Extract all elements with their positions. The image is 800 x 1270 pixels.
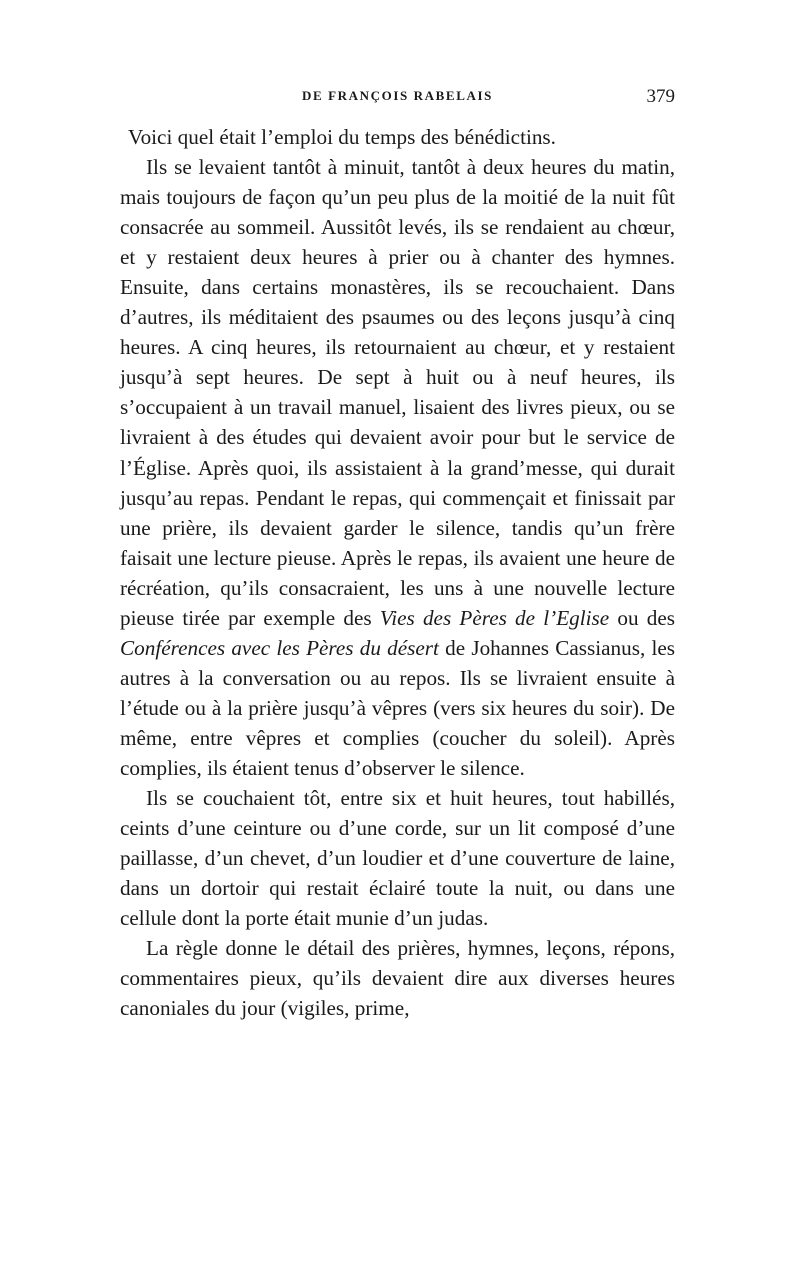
paragraph-daily-schedule — [120, 152, 675, 783]
book-title-conferences: Conférences avec les Pères du désert — [120, 635, 439, 660]
book-page — [120, 88, 675, 1023]
book-title-vies-des-peres: Vies des Pères de l’Eglise — [379, 605, 610, 630]
page-header — [120, 88, 675, 122]
paragraph-sleeping — [120, 783, 675, 933]
paragraph-rule — [120, 933, 675, 1023]
paragraph-text: Voici quel était l’emploi du temps des bénédictins. — [128, 125, 556, 149]
paragraph-text: ou des — [609, 605, 675, 630]
paragraph-text: de Johannes Cassianus, les autres à la conversation ou au repos. Ils se livraient ensuite à l’étude ou à la prière jusqu’à vêpres (vers six heures du soir). De même, entre vêpres et complies (coucher du soleil). Après complies, ils étaient tenus d’observer le silence. — [120, 635, 675, 780]
paragraph-intro — [120, 122, 675, 152]
paragraph-text: La règle donne le détail des prières, hymnes, leçons, répons, commentaires pieux, qu’ils devaient dire aux diverses heures canoniales du jour (vigiles, prime, — [120, 936, 675, 1021]
paragraph-text: Ils se levaient tantôt à minuit, tantôt à deux heures du matin, mais toujours de façon qu’un peu plus de la moitié de la nuit fût consacrée au sommeil. Aussitôt levés, ils se rendaient au chœur, et y restaient deux heures à prier ou à chanter des hymnes. Ensuite, dans certains monastères, ils se recouchaient. Dans d’autres, ils méditaient des psaumes ou des leçons jusqu’à cinq heures. A cinq heures, ils retournaient au chœur, et y restaient jusqu’à sept heures. De sept à huit ou à neuf heures, ils s’occupaient à un travail manuel, lisaient des livres pieux, ou se livraient à des études qui devaient avoir pour but le service de l’Église. Après quoi, ils assistaient à la grand’messe, qui durait jusqu’au repas. Pendant le repas, qui commençait et finissait par une prière, ils devaient garder le silence, tandis qu’un frère faisait une lecture pieuse. Après le repas, ils avaient une heure de récréation, qu’ils consacraient, les uns à une nouvelle lecture pieuse tirée par exemple des — [120, 155, 675, 630]
page-number: 379 — [646, 86, 675, 107]
running-title: DE FRANÇOIS RABELAIS — [302, 88, 493, 103]
paragraph-text: Ils se couchaient tôt, entre six et huit heures, tout habillés, ceints d’une ceinture ou d’une corde, sur un lit composé d’une paillasse, d’un chevet, d’un loudier et d’une couverture de laine, dans un dortoir qui restait éclairé toute la nuit, ou dans une cellule dont la porte était munie d’un judas. — [120, 786, 675, 931]
